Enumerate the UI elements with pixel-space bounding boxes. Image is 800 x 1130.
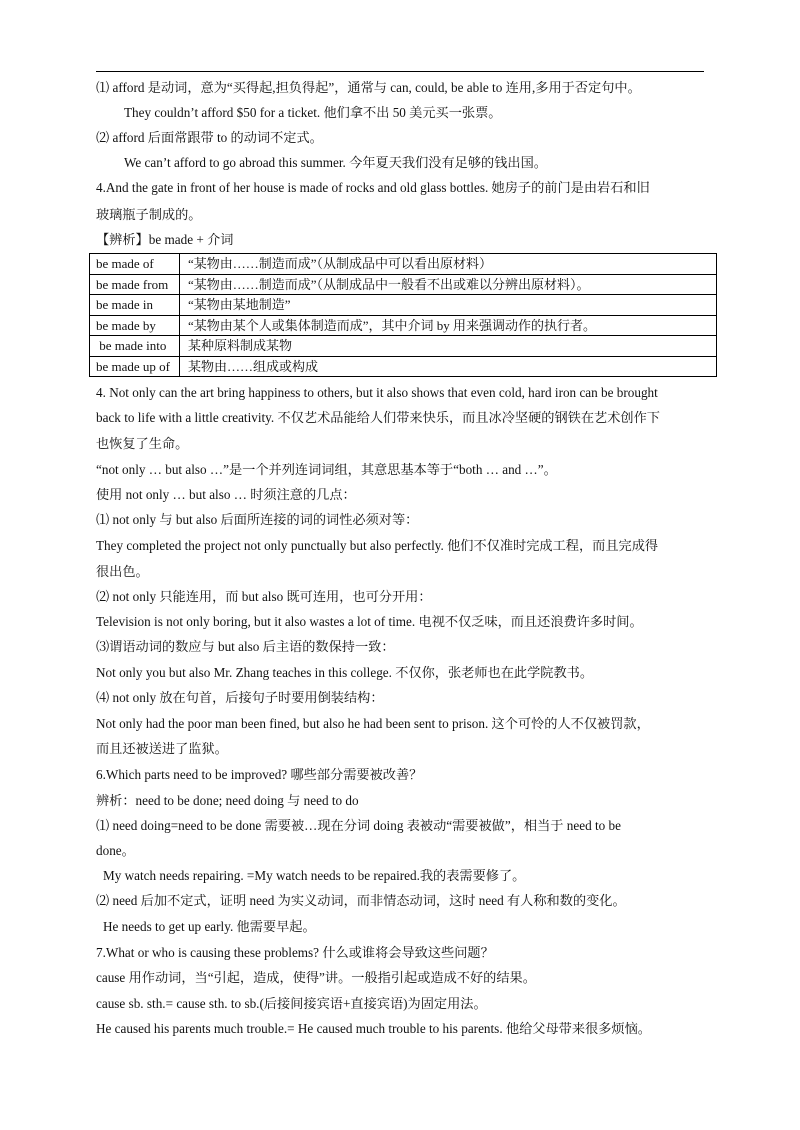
- example-sentence: Not only you but also Mr. Zhang teaches in this college. 不仅你，张老师也在此学院教书。: [96, 665, 594, 680]
- text-line: 也恢复了生命。: [96, 436, 189, 451]
- table-cell-meaning: “某物由某地制造”: [180, 295, 717, 316]
- text-line: 4. Not only can the art bring happiness to others, but it also shows that even cold, hard iron can be brought: [96, 385, 658, 400]
- text-line: 玻璃瓶子制成的。: [96, 207, 202, 222]
- table-row: [90, 254, 717, 275]
- text-line: 很出色。: [96, 564, 149, 579]
- section-heading: 【辨析】be made + 介词: [96, 232, 234, 247]
- text-line: ⑴ not only 与 but also 后面所连接的词的词性必须对等：: [96, 512, 419, 527]
- table-cell-phrase: be made up of: [90, 356, 180, 377]
- text-line: cause sb. sth.= cause sth. to sb.(后接间接宾语+直接宾语)为固定用法。: [96, 996, 487, 1011]
- table-cell-meaning: 某种原料制成某物: [180, 336, 717, 357]
- text-line: 6.Which parts need to be improved? 哪些部分需要被改善？: [96, 767, 423, 782]
- table-cell-meaning: 某物由……组成或构成: [180, 356, 717, 377]
- table-row: [90, 336, 717, 357]
- text-line: ⑵ need 后加不定式，证明 need 为实义动词，而非情态动词，这时 need 有人称和数的变化。: [96, 893, 626, 908]
- table-cell-meaning: “某物由某个人或集体制造而成”，其中介词 by 用来强调动作的执行者。: [180, 315, 717, 336]
- example-sentence: Television is not only boring, but it also wastes a lot of time. 电视不仅乏味，而且还浪费许多时间。: [96, 614, 643, 629]
- example-sentence: He needs to get up early. 他需要早起。: [103, 919, 316, 934]
- text-line: ⑵ afford 后面常跟带 to 的动词不定式。: [96, 130, 323, 145]
- text-line: 辨析：need to be done; need doing 与 need to do: [96, 793, 359, 808]
- table-cell-phrase: be made by: [90, 315, 180, 336]
- table-cell-meaning: “某物由……制造而成”（从制成品中一般看不出或难以分辨出原材料）。: [180, 274, 717, 295]
- table-row: [90, 274, 717, 295]
- table-cell-phrase: be made from: [90, 274, 180, 295]
- example-sentence: He caused his parents much trouble.= He caused much trouble to his parents. 他给父母带来很多烦恼。: [96, 1021, 651, 1036]
- text-line: “not only … but also …”是一个并列连词词组，其意思基本等于“both … and …”。: [96, 462, 557, 477]
- text-line: ⑵ not only 只能连用，而 but also 既可连用，也可分开用：: [96, 589, 432, 604]
- table-cell-meaning: “某物由……制造而成”（从制成品中可以看出原材料）: [180, 254, 717, 275]
- table-cell-phrase: be made in: [90, 295, 180, 316]
- text-line: ⑴ need doing=need to be done 需要被…现在分词 doing 表被动“需要被做”，相当于 need to be: [96, 818, 621, 833]
- text-line: 7.What or who is causing these problems? 什么或谁将会导致这些问题？: [96, 945, 494, 960]
- table-row: [90, 315, 717, 336]
- text-line: 而且还被送进了监狱。: [96, 741, 228, 756]
- text-line: 4.And the gate in front of her house is made of rocks and old glass bottles. 她房子的前门是由岩石和旧: [96, 180, 650, 195]
- text-line: ⑷ not only 放在句首，后接句子时要用倒装结构：: [96, 690, 384, 705]
- text-line: ⑴ afford 是动词，意为“买得起,担负得起”，通常与 can, could, be able to 连用,多用于否定句中。: [96, 80, 641, 95]
- header-rule: [96, 71, 704, 72]
- text-line: cause 用作动词，当“引起，造成，使得”讲。一般指引起或造成不好的结果。: [96, 970, 536, 985]
- example-sentence: They couldn’t afford $50 for a ticket. 他们拿不出 50 美元买一张票。: [124, 105, 502, 120]
- example-sentence: My watch needs repairing. =My watch needs to be repaired.我的表需要修了。: [103, 868, 526, 883]
- text-line: back to life with a little creativity. 不仅艺术品能给人们带来快乐，而且冰冷坚硬的钢铁在艺术创作下: [96, 410, 660, 425]
- text-line: ⑶谓语动词的数应与 but also 后主语的数保持一致：: [96, 639, 395, 654]
- table-row: [90, 356, 717, 377]
- table-cell-phrase: be made into: [90, 336, 180, 357]
- table-cell-phrase: be made of: [90, 254, 180, 275]
- example-sentence: We can’t afford to go abroad this summer. 今年夏天我们没有足够的钱出国。: [124, 155, 547, 170]
- example-sentence: They completed the project not only punctually but also perfectly. 他们不仅准时完成工程，而且完成得: [96, 538, 659, 553]
- be-made-table: [89, 253, 717, 377]
- text-line: done。: [96, 843, 135, 858]
- table-row: [90, 295, 717, 316]
- example-sentence: Not only had the poor man been fined, but also he had been sent to prison. 这个可怜的人不仅被罚款，: [96, 716, 650, 731]
- text-line: 使用 not only … but also … 时须注意的几点：: [96, 487, 356, 502]
